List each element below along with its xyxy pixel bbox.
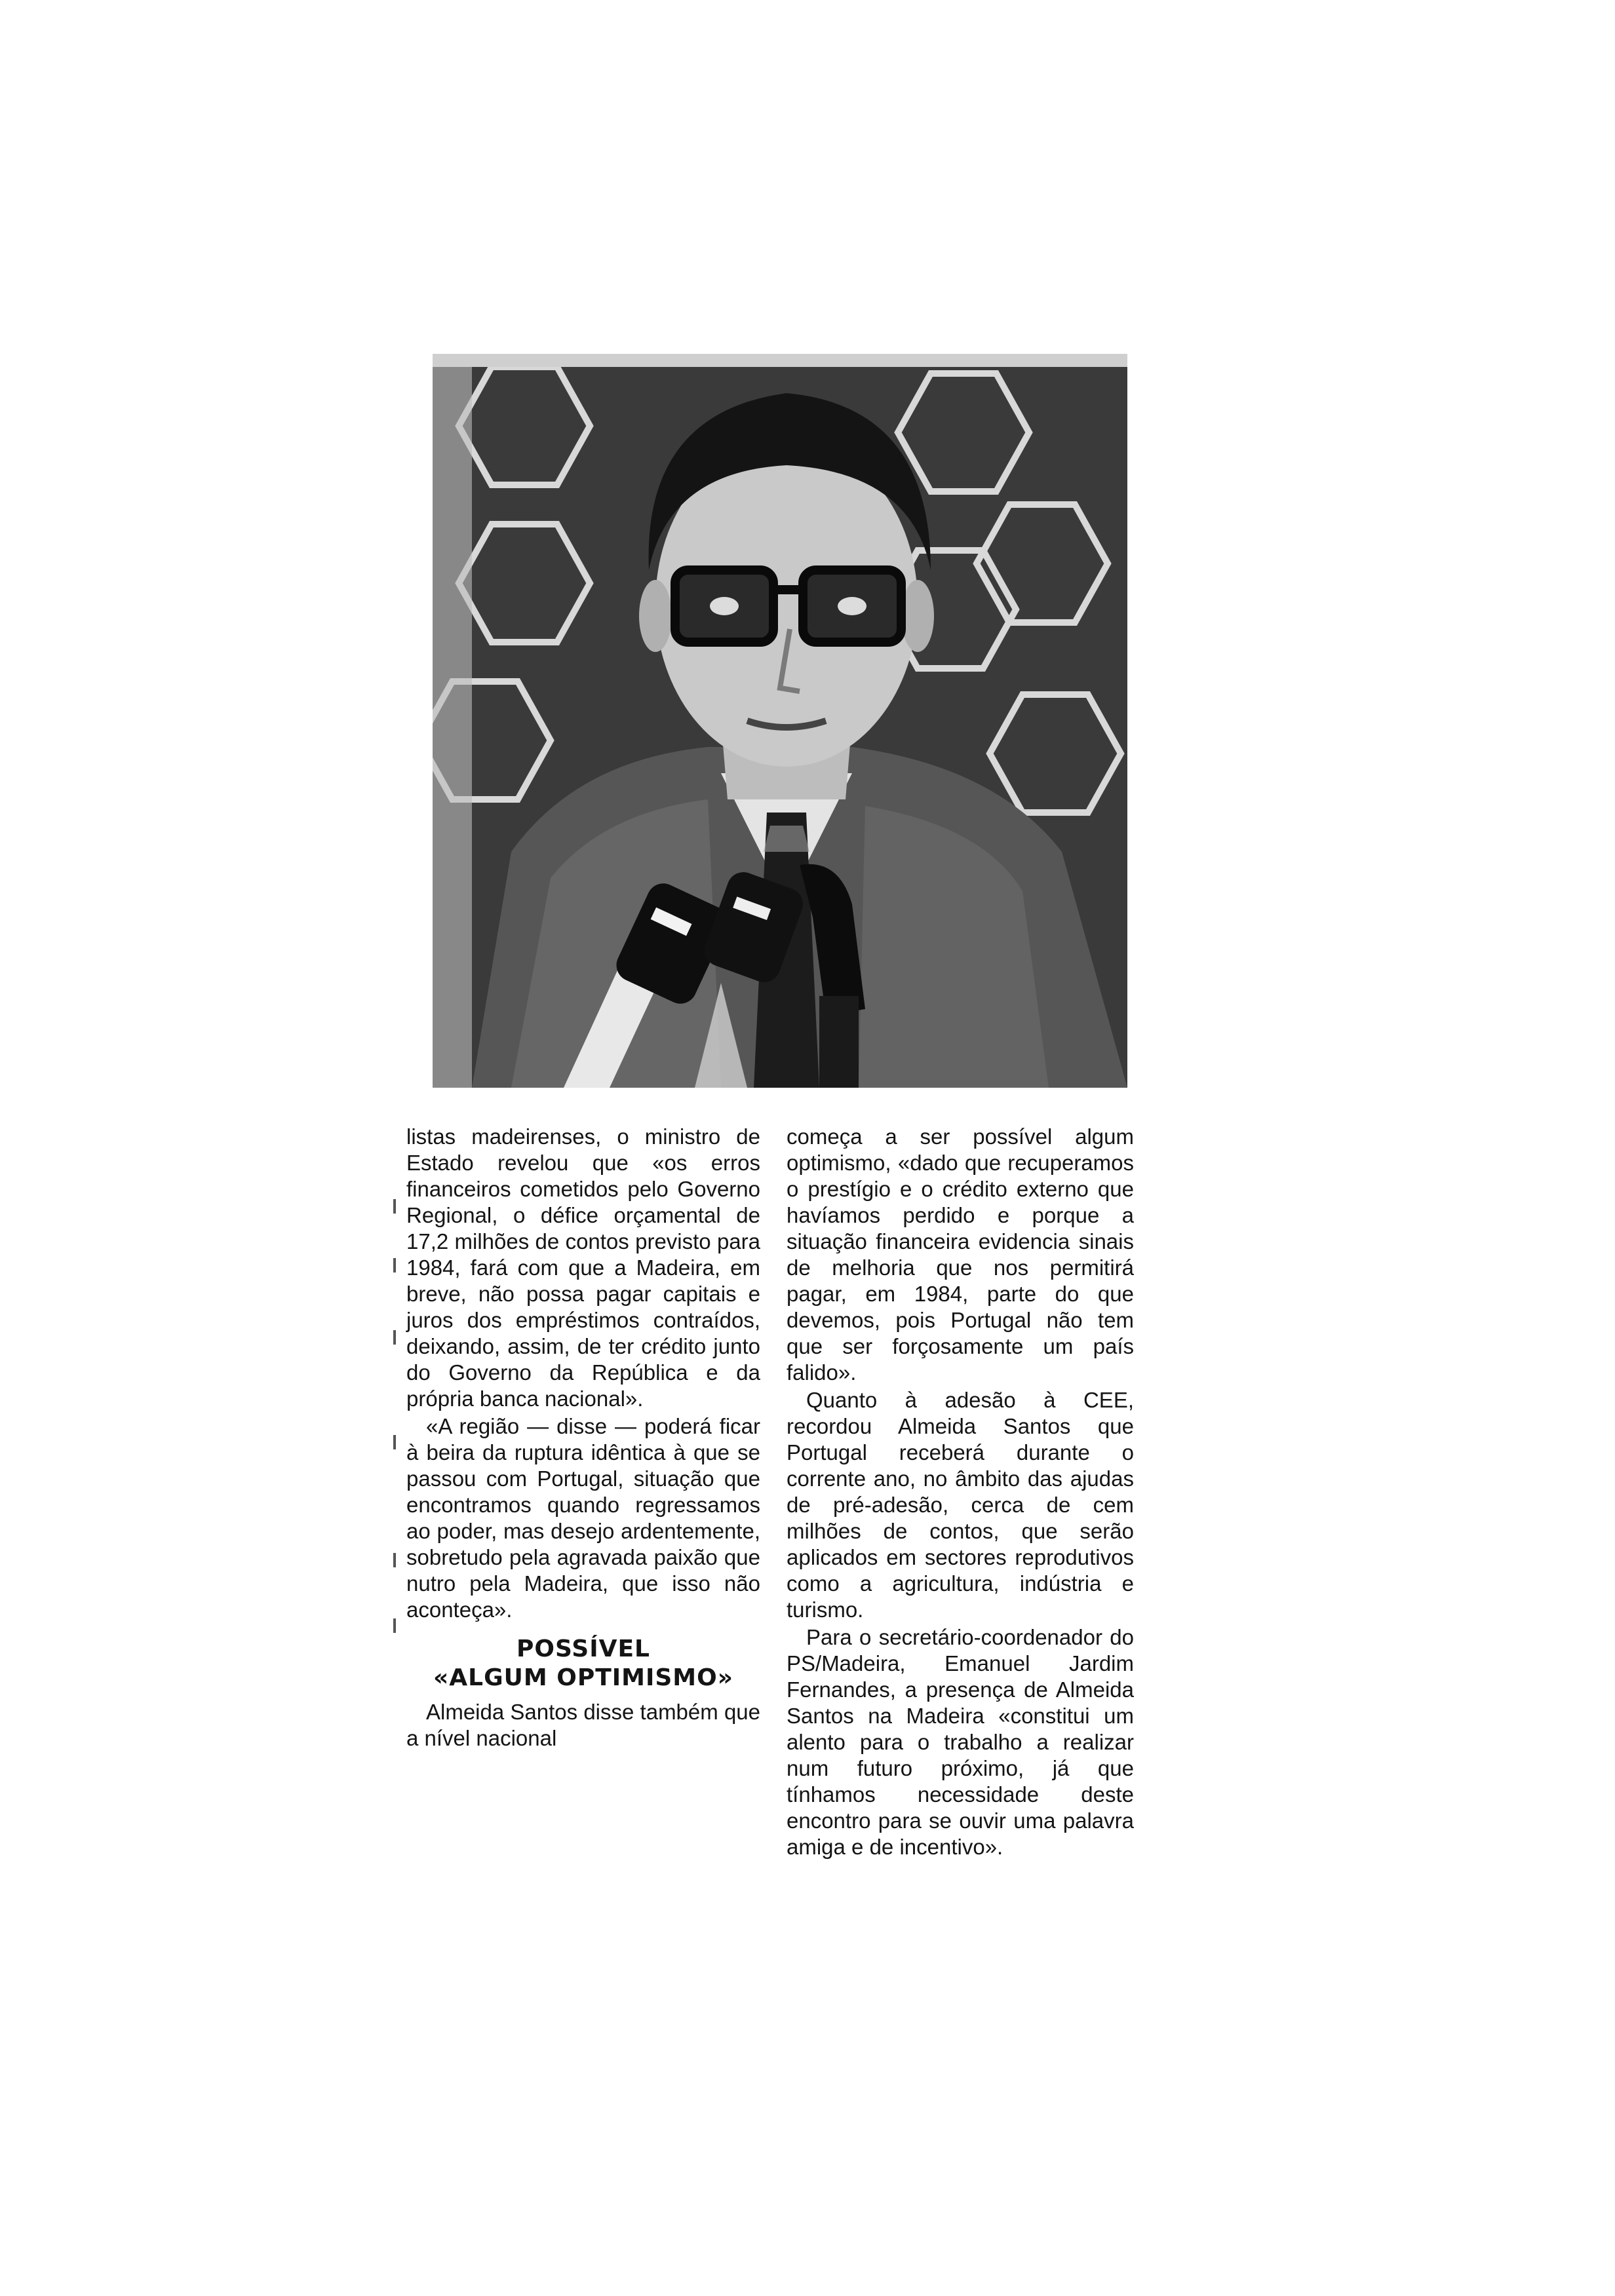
- article-photo: [433, 354, 1127, 1088]
- article-column-right: [787, 1124, 1134, 1862]
- section-subheading: [406, 1635, 760, 1693]
- left-paragraph-3: Almeida Santos disse também que a nível nacional: [406, 1700, 760, 1750]
- left-paragraph-2: «A região — disse — poderá ficar à beira da ruptura idêntica à que se passou com Portugal, situação que encontramos quando regressamos ao poder, mas desejo ardentemente, sobretudo pela agravada paixão que nutro pela Madeira, que isso não aconteça».: [406, 1414, 760, 1622]
- portrait-image: [433, 354, 1127, 1088]
- newspaper-clipping: [393, 354, 1134, 1940]
- margin-marks: [393, 1199, 406, 1658]
- left-paragraph-1: listas madeirenses, o ministro de Estado revelou que «os erros financeiros cometidos pelo Governo Regional, o défice orçamental de 17,2 milhões de contos previsto para 1984, fará com que a Madeira, em breve, não possa pagar capitais e juros dos empréstimos contraídos, deixando, assim, de ter crédito junto do Governo da República e da própria banca nacional».: [406, 1124, 760, 1411]
- right-paragraph-1: começa a ser possível algum optimismo, «dado que recuperamos o prestígio e o crédito externo que havíamos perdido e porque a situação financeira evidencia sinais de melhoria que nos permitirá pagar, em 1984, parte do que devemos, pois Portugal não tem que ser forçosamente um país falido».: [787, 1124, 1134, 1385]
- subheading-line-1: POSSÍVEL: [516, 1636, 650, 1662]
- subheading-line-2: «ALGUM OPTIMISMO»: [433, 1664, 733, 1691]
- right-paragraph-3: Para o secretário-coordenador do PS/Madeira, Emanuel Jardim Fernandes, a presença de Almeida Santos na Madeira «constitui um alento para o trabalho a realizar num futuro próximo, já que tínhamos necessidade deste encontro para se ouvir uma palavra amiga e de incentivo».: [787, 1625, 1134, 1859]
- right-paragraph-2: Quanto à adesão à CEE, recordou Almeida Santos que Portugal receberá durante o corrente ano, no âmbito das ajudas de pré-adesão, cerca de cem milhões de contos, que serão aplicados em sectores reprodutivos como a agricultura, indústria e turismo.: [787, 1388, 1134, 1622]
- article-column-left: [406, 1124, 760, 1753]
